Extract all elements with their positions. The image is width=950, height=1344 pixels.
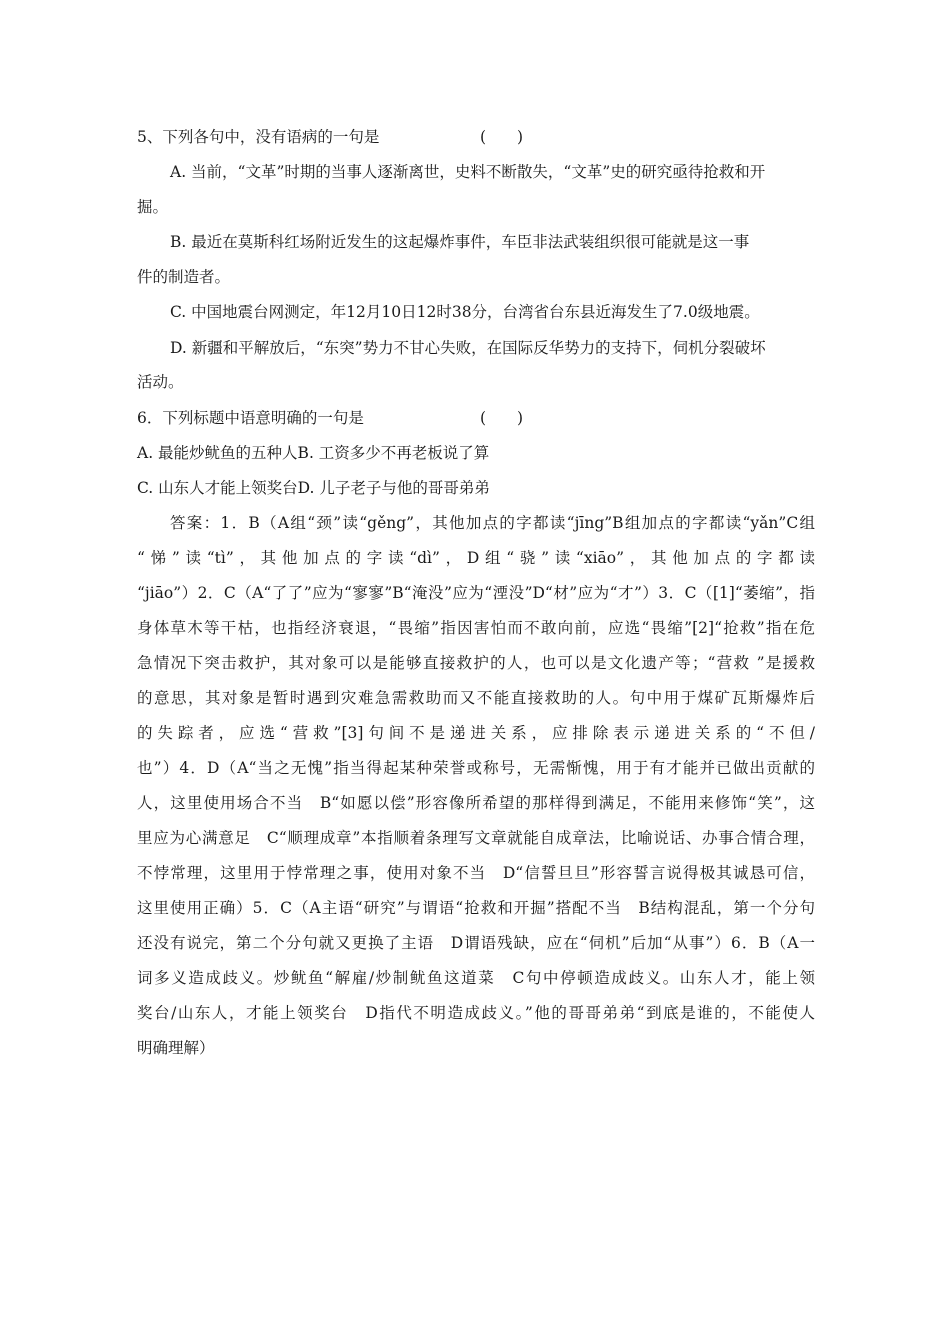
answer-line: “悌”读“tì”，其他加点的字读“dì”，D组“骁”读“xiāo”，其他加点的字都读	[137, 549, 815, 567]
q5-option-a-line1: A. 当前，“文革”时期的当事人逐渐离世，史料不断散失，“文革”史的研究亟待抢救和开	[170, 163, 766, 181]
answer-line: 急情况下突击救护，其对象可以是能够直接救护的人，也可以是文化遗产等；“营救 ”是援救	[137, 654, 815, 672]
q5-option-d-line2: 活动。	[137, 373, 184, 391]
answer-line: 奖台/山东人，才能上领奖台 D指代不明造成歧义。”他的哥哥弟弟“到底是谁的，不能使人	[137, 1004, 815, 1022]
answer-line: 身体草木等干枯，也指经济衰退，“畏缩”指因害怕而不敢向前，应选“畏缩”[2]“抢救”指在危	[137, 619, 815, 637]
answer-line: 的失踪者，应选“营救”[3]句间不是递进关系，应排除表示递进关系的“不但/	[137, 724, 815, 742]
answer-line: 这里使用正确）5．C（A主语“研究”与谓语“抢救和开掘”搭配不当 B结构混乱，第一个分句	[137, 899, 815, 917]
answer-line: 里应为心满意足 C“顺理成章”本指顺着条理写文章就能自成章法，比喻说话、办事合情合理，	[137, 829, 815, 847]
q5-option-c: C. 中国地震台网测定，年12月10日12时38分，台湾省台东县近海发生了7.0级地震。	[170, 303, 760, 321]
answer-line-last: 明确理解）	[137, 1039, 215, 1057]
q5-stem: 5、下列各句中，没有语病的一句是	[137, 128, 380, 146]
q6-options-cd: C. 山东人才能上领奖台D. 儿子老子与他的哥哥弟弟	[137, 479, 490, 497]
answer-line: 的意思，其对象是暂时遇到灾难急需救助而又不能直接救助的人。句中用于煤矿瓦斯爆炸后	[137, 689, 815, 707]
answer-line: 答案：1．B（A组“颈”读“gěng”，其他加点的字都读“jīng”B组加点的字都读“yǎn”C组	[170, 514, 815, 532]
q5-option-d-line1: D. 新疆和平解放后，“东突”势力不甘心失败，在国际反华势力的支持下，伺机分裂破坏	[170, 339, 766, 357]
answer-line: 词多义造成歧义。炒鱿鱼“解雇/炒制鱿鱼这道菜 C句中停顿造成歧义。山东人才，能上领	[137, 969, 815, 987]
answer-line: 也”）4．D（A“当之无愧”指当得起某种荣誉或称号，无需惭愧，用于有才能并已做出贡献的	[137, 759, 815, 777]
q5-answer-paren: ( )	[480, 128, 524, 146]
answer-line: 人，这里使用场合不当 B“如愿以偿”形容像所希望的那样得到满足，不能用来修饰“笑”，这	[137, 794, 815, 812]
q5-option-b-line1: B. 最近在莫斯科红场附近发生的这起爆炸事件，车臣非法武装组织很可能就是这一事	[170, 233, 750, 251]
q6-stem: 6．下列标题中语意明确的一句是	[137, 409, 364, 427]
answer-line: “jiāo”）2．C（A“了了”应为“寥寥”B“淹没”应为“湮没”D“材”应为“才”）3．C（[1]“萎缩”，指	[137, 584, 815, 602]
answer-line: 不悖常理，这里用于悖常理之事，使用对象不当 D“信誓旦旦”形容誓言说得极其诚恳可信，	[137, 864, 815, 882]
answer-line: 还没有说完，第二个分句就又更换了主语 D谓语残缺，应在“伺机”后加“从事”）6．B（A一	[137, 934, 815, 952]
q6-options-ab: A. 最能炒鱿鱼的五种人B. 工资多少不再老板说了算	[137, 444, 490, 462]
q6-answer-paren: ( )	[480, 409, 524, 427]
q5-option-a-line2: 掘。	[137, 198, 169, 216]
q5-option-b-line2: 件的制造者。	[137, 268, 231, 286]
